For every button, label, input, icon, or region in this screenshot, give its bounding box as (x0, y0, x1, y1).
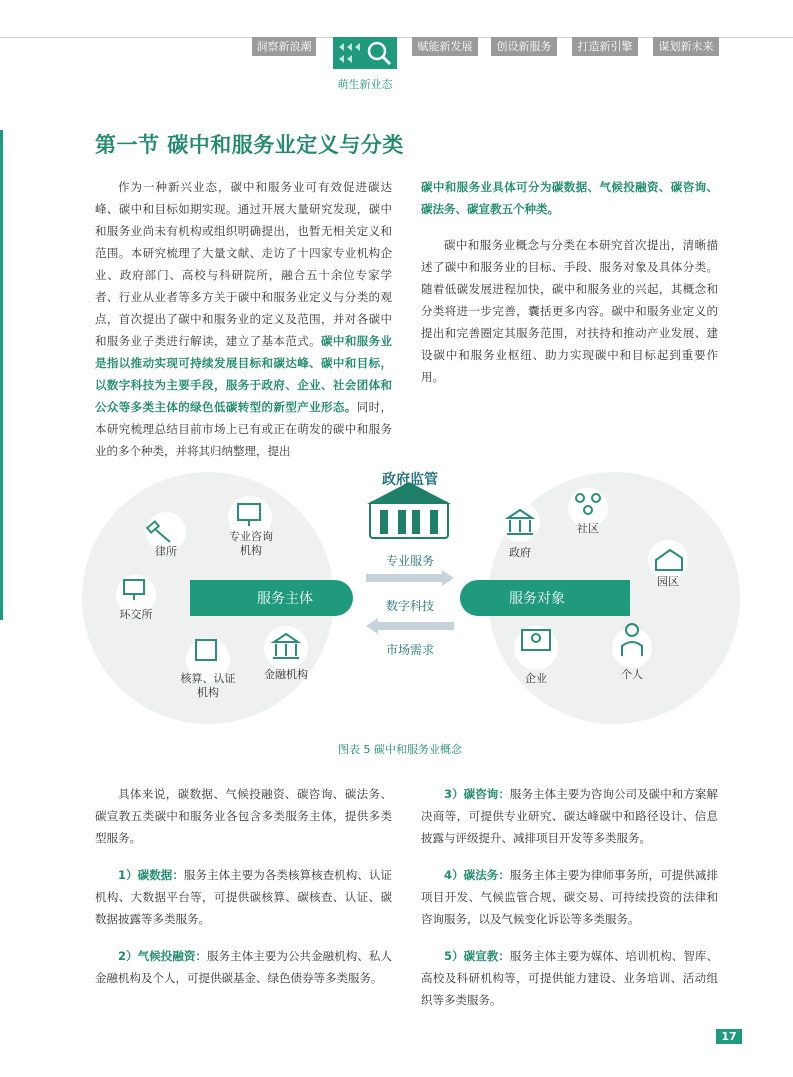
definition-highlight: 碳中和服务业是指以推动实现可持续发展目标和碳达峰、碳中和目标，以数字科技为主要手段，服务于政府、企业、社会团体和公众等多类主体的绿色低碳转型的新型产业形态。 (95, 334, 393, 414)
right-item-park: 园区 (657, 575, 679, 588)
intro-text-a: 作为一种新兴业态，碳中和服务业可有效促进碳达峰、碳中和目标如期实现。通过开展大量研究发现，碳中和服务业尚未有机构或组织明确提出，也暂无相关定义和范围。本研究梳理了大量文献、走访了十四家专业机构企业、政府部门、高校与科研院所，融合五十余位专家学者、行业从业者等多方关于碳中和服务业定义与分类的观点，首次提出了碳中和服务业的定义及范围，并对各碳中和服务业子类进行解读，建立了基本范式。 (95, 180, 392, 348)
right-center-label: 服务对象 (509, 591, 565, 607)
details-left-column (95, 783, 392, 1004)
nav-tab-5[interactable]: 谋划新未来 (653, 37, 719, 56)
details-lead: 具体来说，碳数据、气候投融资、碳咨询、碳法务、碳宣教五类碳中和服务业各包含多类服务主体，提供多类型服务。 (95, 787, 392, 845)
item-4-text: 服务主体主要为律师事务所，可提供减排项目开发、气候监管合规、碳交易、可持续投资的法律和咨询服务，以及气候变化诉讼等多类服务。 (421, 868, 718, 926)
left-item-accounting: 核算、认证机构 (180, 672, 236, 699)
right-item-community: 社区 (577, 522, 599, 535)
left-item-consulting: 专业咨询机构 (229, 530, 273, 557)
classification-highlight: 碳中和服务业具体可分为碳数据、气候投融资、碳咨询、碳法务、碳宣教五个种类。 (421, 180, 718, 216)
item-5-title: 5）碳宣教： (444, 949, 510, 963)
item-1-title: 1）碳数据： (118, 868, 184, 882)
intro-continued (421, 176, 718, 388)
item-1-text: 服务主体主要为各类核算核查机构、认证机构、大数据平台等，可提供碳核算、碳核查、认证、碳数据披露等多类服务。 (95, 868, 392, 926)
nav-tab-2[interactable]: 赋能新发展 (412, 37, 478, 56)
item-4-title: 4）碳法务： (444, 868, 510, 882)
item-5-text: 服务主体主要为媒体、培训机构、智库、高校及科研机构等，可提供能力建设、业务培训、活动组织等多类服务。 (421, 949, 718, 1007)
item-3-title: 3）碳咨询： (444, 787, 510, 801)
left-item-finance: 金融机构 (264, 668, 308, 681)
figure-caption: 图表 5 碳中和服务业概念 (338, 743, 462, 756)
arrow-label-2: 数字科技 (385, 599, 434, 613)
item-2-text: 服务主体主要为公共金融机构、私人金融机构及个人，可提供碳基金、绿色债券等多类服务。 (95, 949, 392, 985)
intro-paragraph-2: 碳中和服务业概念与分类在本研究首次提出，清晰描述了碳中和服务业的目标、手段、服务对象及具体分类。随着低碳发展进程加快，碳中和服务业的兴起，其概念和分类将进一步完善，囊括更多内容。碳中和服务业定义的提出和完善圈定其服务范围，对扶持和推动产业发展、建设碳中和服务业枢纽、助力实现碳中和目标起到重要作用。 (421, 238, 718, 384)
page-title: 第一节 碳中和服务业定义与分类 (95, 133, 404, 157)
top-label: 政府监管 (382, 472, 438, 488)
right-item-enterprise: 企业 (525, 672, 547, 685)
arrow-right-1 (366, 570, 454, 586)
intro-right-content (421, 176, 718, 388)
left-item-law-firm: 律所 (155, 545, 177, 558)
concept-diagram (90, 460, 730, 735)
nav-tab-active[interactable] (333, 37, 397, 69)
arrow-label-3: 市场需求 (385, 643, 434, 657)
item-2-title: 2）气候投融资： (118, 949, 208, 963)
left-accent-bar (0, 130, 3, 620)
item-3-text: 服务主体主要为咨询公司及碳中和方案解决商等，可提供专业研究、碳达峰碳中和路径设计、信息披露与评级提升、减排项目开发等多类服务。 (421, 787, 718, 845)
right-item-government: 政府 (509, 546, 531, 559)
intro-left-column (95, 176, 393, 458)
left-center-label: 服务主体 (257, 591, 313, 607)
nav-tab-4[interactable]: 打造新引擎 (572, 37, 638, 56)
intro-text-b: 同时，本研究梳理总结目前市场上已有或正在萌发的碳中和服务业的多个种类，并将其归纳整理，提出 (95, 400, 393, 458)
details-right-column (421, 783, 718, 1026)
left-item-exchange: 环交所 (119, 608, 153, 621)
arrow-label-1: 专业服务 (385, 554, 434, 568)
search-icon (333, 37, 397, 69)
nav-tab-3[interactable]: 创设新服务 (491, 37, 557, 56)
arrow-left (366, 618, 454, 634)
active-section-label: 萌生新业态 (337, 78, 393, 91)
right-item-individual: 个人 (621, 668, 643, 681)
page-number: 17 (716, 1029, 742, 1044)
nav-tab-1[interactable]: 洞察新浪潮 (252, 37, 316, 56)
